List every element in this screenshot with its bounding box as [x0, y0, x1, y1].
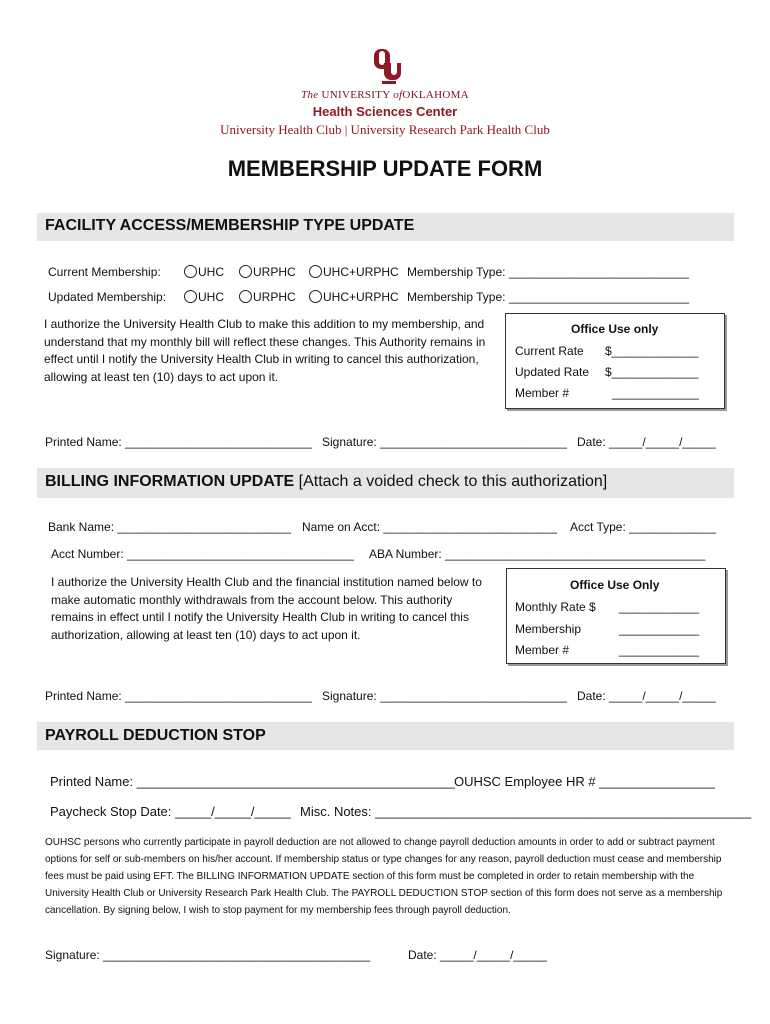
- member-number-field[interactable]: ____________: [619, 643, 700, 657]
- payroll-printed-name-field[interactable]: Printed Name: ____________________________________________: [50, 774, 455, 789]
- current-urphc-option[interactable]: URPHC: [239, 265, 296, 279]
- billing-section-header: [37, 468, 734, 498]
- updated-rate-label: Updated Rate: [515, 365, 590, 379]
- monthly-rate-label: Monthly Rate $: [515, 600, 596, 614]
- payroll-date-field[interactable]: Date: _____/_____/_____: [408, 948, 547, 962]
- facility-date-field[interactable]: Date: _____/_____/_____: [577, 435, 716, 449]
- radio-icon[interactable]: [239, 265, 252, 278]
- current-rate-label: Current Rate: [515, 344, 584, 358]
- updated-rate-field[interactable]: $_____________: [605, 365, 699, 379]
- aba-number-field[interactable]: ABA Number: _______________________________________: [369, 547, 706, 561]
- payroll-section-header: [37, 722, 734, 750]
- form-title: MEMBERSHIP UPDATE FORM: [227, 156, 543, 181]
- current-uhc-urphc-option[interactable]: UHC+URPHC: [309, 265, 399, 279]
- acct-type-field[interactable]: Acct Type: _____________: [570, 520, 716, 534]
- ou-logo-icon: [370, 46, 402, 86]
- employee-hr-field[interactable]: OUHSC Employee HR # ________________: [454, 774, 715, 789]
- facility-section-header: [37, 213, 734, 241]
- misc-notes-field[interactable]: Misc. Notes: ____________________________________________________: [300, 804, 752, 819]
- updated-uhc-urphc-option[interactable]: UHC+URPHC: [309, 290, 399, 304]
- facility-authorization-text: I authorize the University Health Club to make this addition to my membership, and understand that my monthly bill will reflect these changes. This Authority remains in effect until I notify the University Health Club in writing to cancel this authorization, allowing at least ten (10) days to act upon it.: [44, 317, 486, 384]
- university-name: The UNIVERSITY ofOKLAHOMA: [301, 89, 469, 101]
- acct-number-field[interactable]: Acct Number: __________________________________: [51, 547, 354, 561]
- radio-icon[interactable]: [309, 265, 322, 278]
- billing-section-title: BILLING INFORMATION UPDATE [Attach a voided check to this authorization]: [45, 473, 608, 490]
- club-names: University Health Club | University Research Park Health Club: [220, 122, 550, 137]
- name-on-acct-field[interactable]: Name on Acct: __________________________: [302, 520, 557, 534]
- member-number-label: Member #: [515, 386, 570, 400]
- current-membership-type-field[interactable]: Membership Type: ___________________________: [407, 265, 690, 279]
- membership-field[interactable]: ____________: [619, 622, 700, 636]
- payroll-section-title: PAYROLL DEDUCTION STOP: [45, 727, 266, 744]
- radio-icon[interactable]: [184, 290, 197, 303]
- facility-section-title: FACILITY ACCESS/MEMBERSHIP TYPE UPDATE: [45, 217, 415, 234]
- radio-icon[interactable]: [309, 290, 322, 303]
- billing-authorization-text: I authorize the University Health Club and the financial institution named below to make automatic monthly withdrawals from the account below. This authority remains in effect until I notify the University Health Club in writing to cancel this authorization, allowing at least ten (10) days to act upon it.: [51, 575, 482, 642]
- member-number-label: Member #: [515, 643, 570, 657]
- facility-printed-name-field[interactable]: Printed Name: ____________________________: [45, 435, 312, 449]
- updated-uhc-option[interactable]: UHC: [184, 290, 224, 304]
- current-uhc-option[interactable]: UHC: [184, 265, 224, 279]
- member-number-field[interactable]: _____________: [612, 386, 699, 400]
- payroll-notice-text: OUHSC persons who currently participate in payroll deduction are not allowed to change payroll deduction amounts in order to add or subtract payment options for self or sub-members on his/her account. If membership status or type changes for any reason, payroll deduction must cease and membership fees must be paid using EFT. The BILLING INFORMATION UPDATE section of this form must be completed in order to retain membership with the University Health Club or University Research Park Health Club. The PAYROLL DEDUCTION STOP section of this form does not serve as a membership cancellation. By signing below, I wish to stop payment for my membership fees through payroll deduction.: [45, 837, 723, 916]
- updated-membership-type-field[interactable]: Membership Type: ___________________________: [407, 290, 690, 304]
- payroll-signature-field[interactable]: Signature: ________________________________________: [45, 948, 370, 962]
- monthly-rate-field[interactable]: ____________: [619, 600, 700, 614]
- paycheck-stop-date-field[interactable]: Paycheck Stop Date: _____/_____/_____: [50, 804, 291, 819]
- membership-label: Membership: [515, 622, 582, 636]
- current-membership-label: Current Membership:: [48, 265, 161, 279]
- radio-icon[interactable]: [239, 290, 252, 303]
- billing-printed-name-field[interactable]: Printed Name: ____________________________: [45, 689, 312, 703]
- hsc-name: Health Sciences Center: [312, 104, 458, 119]
- bank-name-field[interactable]: Bank Name: __________________________: [48, 520, 291, 534]
- billing-office-use-box: [506, 568, 726, 664]
- current-rate-field[interactable]: $_____________: [605, 344, 699, 358]
- updated-membership-label: Updated Membership:: [48, 290, 167, 304]
- office-use-heading: Office Use Only: [570, 578, 660, 592]
- billing-signature-field[interactable]: Signature: ____________________________: [322, 689, 567, 703]
- facility-office-use-box: [505, 313, 725, 409]
- facility-signature-field[interactable]: Signature: ____________________________: [322, 435, 567, 449]
- updated-urphc-option[interactable]: URPHC: [239, 290, 296, 304]
- office-use-heading: Office Use only: [571, 322, 659, 336]
- billing-date-field[interactable]: Date: _____/_____/_____: [577, 689, 716, 703]
- radio-icon[interactable]: [184, 265, 197, 278]
